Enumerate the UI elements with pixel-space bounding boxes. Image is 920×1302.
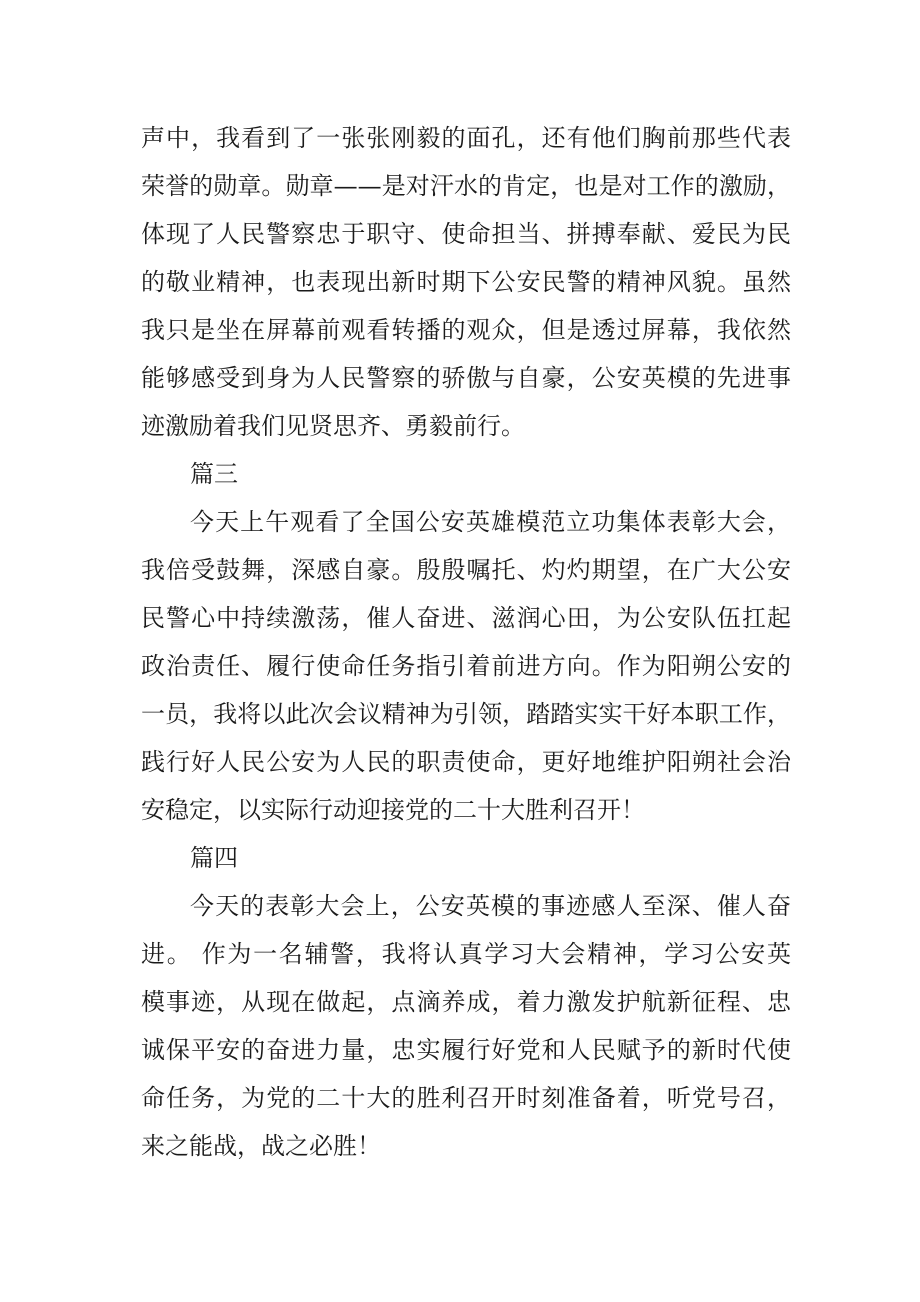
text-line: 进。 作为一名辅警，我将认真学习大会精神，学习公安英: [141, 940, 791, 968]
document-body: [141, 114, 791, 1170]
section-heading-4: [141, 834, 791, 882]
heading-text: 篇三: [190, 460, 238, 488]
text-line: 迹激励着我们见贤思齐、勇毅前行。: [141, 412, 525, 440]
text-line: 今天上午观看了全国公安英雄模范立功集体表彰大会，: [190, 508, 791, 536]
text-line: 声中，我看到了一张张刚毅的面孔，还有他们胸前那些代表: [141, 124, 791, 152]
section-heading-3: [141, 450, 791, 498]
paragraph-section-4: [141, 882, 791, 1170]
text-line: 荣誉的勋章。勋章——是对汗水的肯定，也是对工作的激励，: [141, 172, 791, 200]
text-line: 安稳定，以实际行动迎接党的二十大胜利召开！: [141, 796, 645, 824]
paragraph-continued: [141, 114, 791, 450]
text-line: 今天的表彰大会上，公安英模的事迹感人至深、催人奋: [190, 892, 791, 920]
text-line: 来之能战，战之必胜！: [141, 1132, 381, 1160]
text-line: 政治责任、履行使命任务指引着前进方向。作为阳朔公安的: [141, 652, 791, 680]
text-line: 一员，我将以此次会议精神为引领，踏踏实实干好本职工作，: [141, 700, 791, 728]
text-line: 民警心中持续激荡，催人奋进、滋润心田，为公安队伍扛起: [141, 604, 791, 632]
text-line: 践行好人民公安为人民的职责使命，更好地维护阳朔社会治: [141, 748, 791, 776]
text-line: 我倍受鼓舞，深感自豪。殷殷嘱托、灼灼期望，在广大公安: [141, 556, 791, 584]
text-line: 能够感受到身为人民警察的骄傲与自豪，公安英模的先进事: [141, 364, 791, 392]
text-line: 体现了人民警察忠于职守、使命担当、拼搏奉献、爱民为民: [141, 220, 791, 248]
paragraph-section-3: [141, 498, 791, 834]
text-line: 命任务，为党的二十大的胜利召开时刻准备着，听党号召，: [141, 1084, 791, 1112]
text-line: 诚保平安的奋进力量，忠实履行好党和人民赋予的新时代使: [141, 1036, 791, 1064]
text-line: 的敬业精神，也表现出新时期下公安民警的精神风貌。虽然: [141, 268, 791, 296]
heading-text: 篇四: [190, 844, 238, 872]
text-line: 我只是坐在屏幕前观看转播的观众，但是透过屏幕，我依然: [141, 316, 791, 344]
text-line: 模事迹，从现在做起，点滴养成，着力激发护航新征程、忠: [141, 988, 791, 1016]
